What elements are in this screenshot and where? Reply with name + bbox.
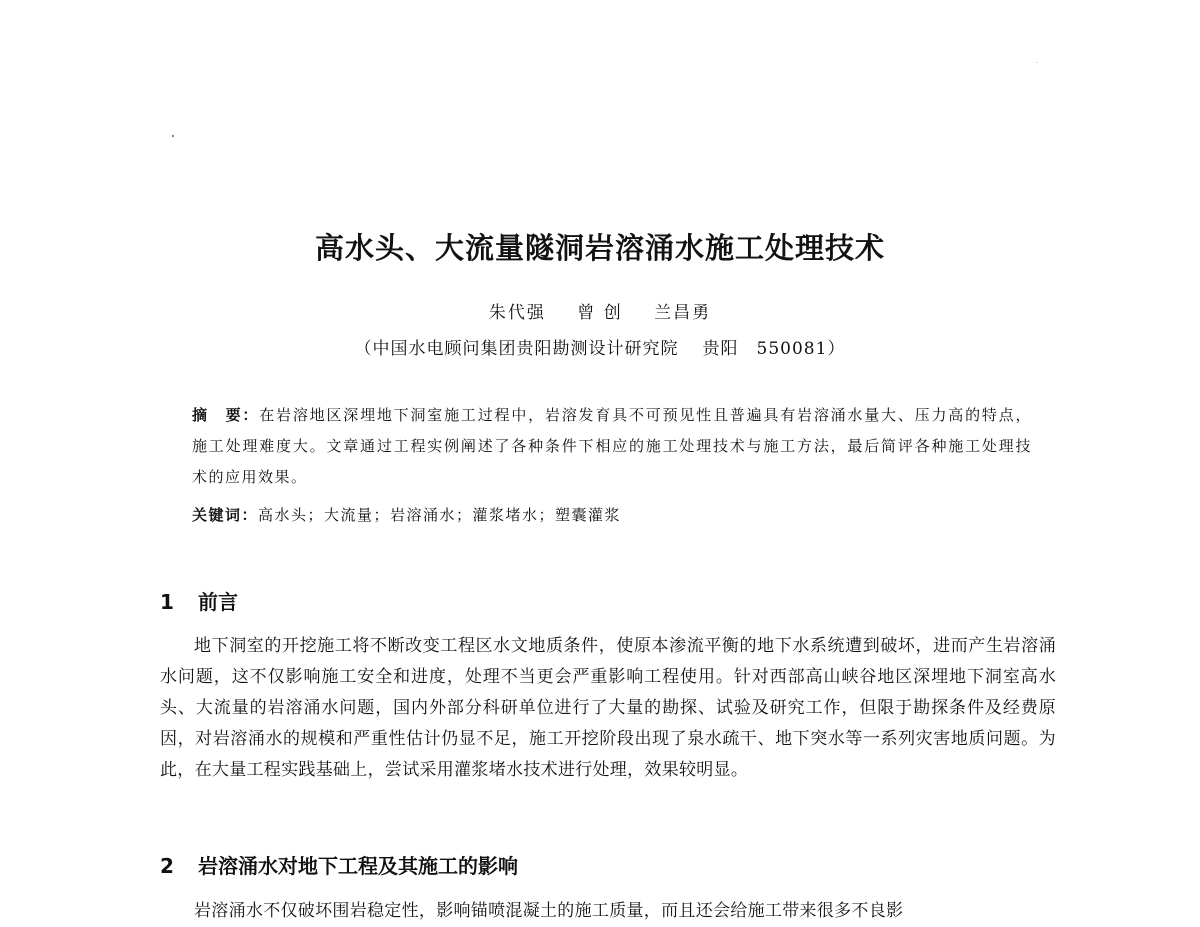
section-number: 2 [160, 854, 174, 878]
abstract [192, 400, 1032, 493]
keywords-text: 高水头；大流量；岩溶涌水；灌浆堵水；塑囊灌浆 [258, 506, 622, 524]
keywords-label: 关键词： [192, 506, 259, 524]
section-number: 1 [160, 590, 174, 614]
author-list [0, 298, 1200, 323]
affiliation-institution: （中国水电顾问集团贵阳勘测设计研究院 [354, 339, 679, 359]
abstract-label: 摘 要： [192, 406, 260, 424]
section-paragraph: 地下洞室的开挖施工将不断改变工程区水文地质条件，使原本渗流平衡的地下水系统遭到破坏，进而产生岩溶涌水问题，这不仅影响施工安全和进度，处理不当更会严重影响工程使用。针对西部高山峡谷地区深埋地下洞室高水头、大流量的岩溶涌水问题，国内外部分科研单位进行了大量的勘探、试验及研究工作，但限于勘探条件及经费原因，对岩溶涌水的规模和严重性估计仍显不足，施工开挖阶段出现了泉水疏干、地下突水等一系列灾害地质问题。为此，在大量工程实践基础上，尝试采用灌浆堵水技术进行处理，效果较明显。 [160, 636, 1056, 780]
author-name: 曾 创 [577, 303, 623, 323]
affiliation [0, 334, 1200, 359]
author-name: 朱代强 [488, 303, 546, 323]
author-name: 兰昌勇 [654, 303, 712, 323]
abstract-text: 在岩溶地区深埋地下洞室施工过程中，岩溶发育具不可预见性且普遍具有岩溶涌水量大、压力高的特点，施工处理难度大。文章通过工程实例阐述了各种条件下相应的施工处理技术与施工方法，最后简评各种施工处理技术的应用效果。 [192, 406, 1032, 486]
section-heading [160, 850, 518, 879]
scan-speck [172, 135, 174, 137]
keywords [192, 504, 1032, 525]
section-title: 前言 [198, 590, 238, 614]
section-heading [160, 586, 238, 615]
section-title: 岩溶涌水对地下工程及其施工的影响 [198, 854, 518, 878]
scan-speck [1036, 62, 1037, 63]
section-paragraph: 岩溶涌水不仅破坏围岩稳定性，影响锚喷混凝土的施工质量，而且还会给施工带来很多不良影 [194, 901, 904, 921]
paper-title: 高水头、大流量隧洞岩溶涌水施工处理技术 [314, 231, 885, 265]
affiliation-city: 贵阳 550081） [702, 339, 846, 359]
